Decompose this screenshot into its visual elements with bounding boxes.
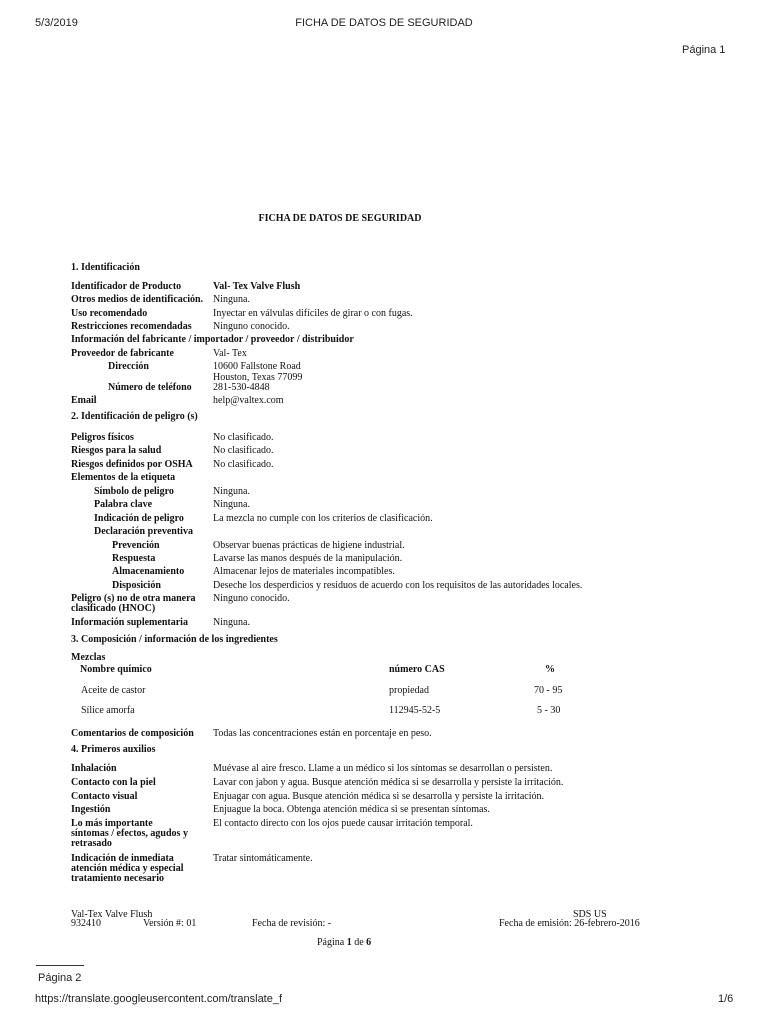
label-treatment-line-1: Indicación de inmediata: [71, 853, 174, 864]
footer-page-number: [317, 937, 371, 949]
value-health-hazards: No clasificado.: [213, 445, 274, 456]
value-symptoms: El contacto directo con los ojos puede causar irritación temporal.: [213, 818, 473, 829]
section-3-heading: 3. Composición / información de los ingredientes: [71, 634, 278, 645]
label-mixtures: Mezclas: [71, 652, 106, 663]
label-symptoms-line-1: Lo más importante: [71, 818, 153, 829]
section-4-heading: 4. Primeros auxilios: [71, 744, 156, 755]
footer-page-total: 6: [366, 937, 372, 948]
label-hnoc-line-1: Peligro (s) no de otra manera: [71, 593, 196, 604]
footer-issue-date: Fecha de emisión: 26-febrero-2016: [499, 918, 640, 929]
value-hazard-statement: La mezcla no cumple con los criterios de clasificación.: [213, 513, 433, 524]
label-ingestion: Ingestión: [71, 804, 111, 815]
value-supplier: Val- Tex: [213, 348, 247, 359]
label-treatment-line-2: atención médica y especial: [71, 863, 184, 874]
page-label-bottom: Página 2: [38, 972, 82, 984]
value-composition-comments: Todas las concentraciones están en porcentaje en peso.: [213, 728, 432, 739]
value-response: Lavarse las manos después de la manipulación.: [213, 553, 403, 564]
value-storage: Almacenar lejos de materiales incompatibles.: [213, 566, 395, 577]
label-treatment-line-3: tratamiento necesario: [71, 873, 165, 884]
value-recommended-use: Inyectar en válvulas difíciles de girar o con fugas.: [213, 308, 413, 319]
label-symptoms-line-2: síntomas / efectos, agudos y: [71, 828, 188, 839]
footer-version: Versión #: 01: [143, 918, 197, 929]
col-percent: %: [545, 664, 555, 675]
value-inhalation: Muévase al aire fresco. Llame a un médico si los síntomas se desarrollan o persisten.: [213, 763, 553, 774]
col-chemical-name: Nombre químico: [80, 664, 152, 675]
label-phone: Número de teléfono: [108, 382, 192, 393]
value-osha-hazards: No clasificado.: [213, 459, 274, 470]
footer-page-current: 1: [346, 937, 352, 948]
doc-title: FICHA DE DATOS DE SEGURIDAD: [258, 213, 422, 224]
footer-sds-region: SDS US: [573, 909, 607, 920]
value-skin-contact: Lavar con jabon y agua. Busque atención médica si se desarrolla y persiste la irritación.: [213, 777, 564, 788]
value-hnoc: Ninguno conocido.: [213, 593, 290, 604]
page-separator: [36, 965, 84, 966]
label-prevention: Prevención: [112, 540, 160, 551]
value-address-line-2: Houston, Texas 77099: [213, 372, 303, 383]
label-label-elements: Elementos de la etiqueta: [71, 472, 176, 483]
value-email: help@valtex.com: [213, 395, 284, 406]
label-address: Dirección: [108, 361, 149, 372]
label-precautionary: Declaración preventiva: [94, 526, 193, 537]
value-other-id: Ninguna.: [213, 294, 250, 305]
value-hazard-symbol: Ninguna.: [213, 486, 250, 497]
value-restrictions: Ninguno conocido.: [213, 321, 290, 332]
page-label-top: Página 1: [682, 44, 726, 56]
value-physical-hazards: No clasificado.: [213, 432, 274, 443]
cell-percent: 5 - 30: [537, 705, 561, 716]
label-skin-contact: Contacto con la piel: [71, 777, 156, 788]
col-cas-number: número CAS: [389, 664, 445, 675]
cell-chemical-name: Sílice amorfa: [81, 705, 135, 716]
value-treatment: Tratar sintomáticamente.: [213, 853, 313, 864]
cell-chemical-name: Aceite de castor: [81, 685, 146, 696]
label-recommended-use: Uso recomendado: [71, 308, 148, 319]
value-prevention: Observar buenas prácticas de higiene industrial.: [213, 540, 405, 551]
label-eye-contact: Contacto visual: [71, 791, 138, 802]
footer-page-of: de: [354, 937, 364, 948]
label-physical-hazards: Peligros físicos: [71, 432, 134, 443]
label-symptoms-line-3: retrasado: [71, 838, 112, 849]
label-hazard-statement: Indicación de peligro: [94, 513, 184, 524]
section-1-heading: 1. Identificación: [71, 262, 140, 273]
print-page-count: 1/6: [718, 993, 734, 1005]
print-title: FICHA DE DATOS DE SEGURIDAD: [295, 17, 473, 29]
label-email: Email: [71, 395, 97, 406]
label-restrictions: Restricciones recomendadas: [71, 321, 192, 332]
label-supplemental: Información suplementaria: [71, 617, 188, 628]
value-eye-contact: Enjuagar con agua. Busque atención médica si se desarrolla y persiste la irritación.: [213, 791, 544, 802]
value-phone: 281-530-4848: [213, 382, 270, 393]
print-url: https://translate.googleusercontent.com/translate_f: [35, 993, 283, 1005]
label-product-id: Identificador de Producto: [71, 281, 182, 292]
footer-product-code: 932410: [71, 918, 101, 929]
footer-product-name: Val-Tex Valve Flush: [71, 909, 153, 920]
cell-cas-number: 112945-52-5: [389, 705, 441, 716]
label-storage: Almacenamiento: [112, 566, 185, 577]
footer-page-word: Página: [317, 937, 345, 948]
label-health-hazards: Riesgos para la salud: [71, 445, 162, 456]
label-manufacturer-info: Información del fabricante / importador / proveedor / distribuidor: [71, 334, 354, 345]
section-2-heading: 2. Identificación de peligro (s): [71, 411, 198, 422]
value-disposal: Deseche los desperdicios y residuos de acuerdo con los requisitos de las autoridades locales.: [213, 580, 583, 591]
label-hazard-symbol: Símbolo de peligro: [94, 486, 174, 497]
label-supplier: Proveedor de fabricante: [71, 348, 174, 359]
label-response: Respuesta: [112, 553, 156, 564]
label-signal-word: Palabra clave: [94, 499, 153, 510]
value-supplemental: Ninguna.: [213, 617, 250, 628]
cell-percent: 70 - 95: [534, 685, 563, 696]
footer-revision-date: Fecha de revisión: -: [252, 918, 332, 929]
value-ingestion: Enjuague la boca. Obtenga atención médica si se presentan síntomas.: [213, 804, 490, 815]
label-other-id: Otros medios de identificación.: [71, 294, 204, 305]
label-composition-comments: Comentarios de composición: [71, 728, 194, 739]
value-product-id: Val- Tex Valve Flush: [213, 281, 301, 292]
label-inhalation: Inhalación: [71, 763, 117, 774]
label-disposal: Disposición: [112, 580, 161, 591]
cell-cas-number: propiedad: [389, 685, 429, 696]
print-date: 5/3/2019: [35, 17, 78, 29]
value-signal-word: Ninguna.: [213, 499, 250, 510]
label-osha-hazards: Riesgos definidos por OSHA: [71, 459, 193, 470]
label-hnoc-line-2: clasificado (HNOC): [71, 603, 156, 614]
value-address-line-1: 10600 Fallstone Road: [213, 361, 301, 372]
